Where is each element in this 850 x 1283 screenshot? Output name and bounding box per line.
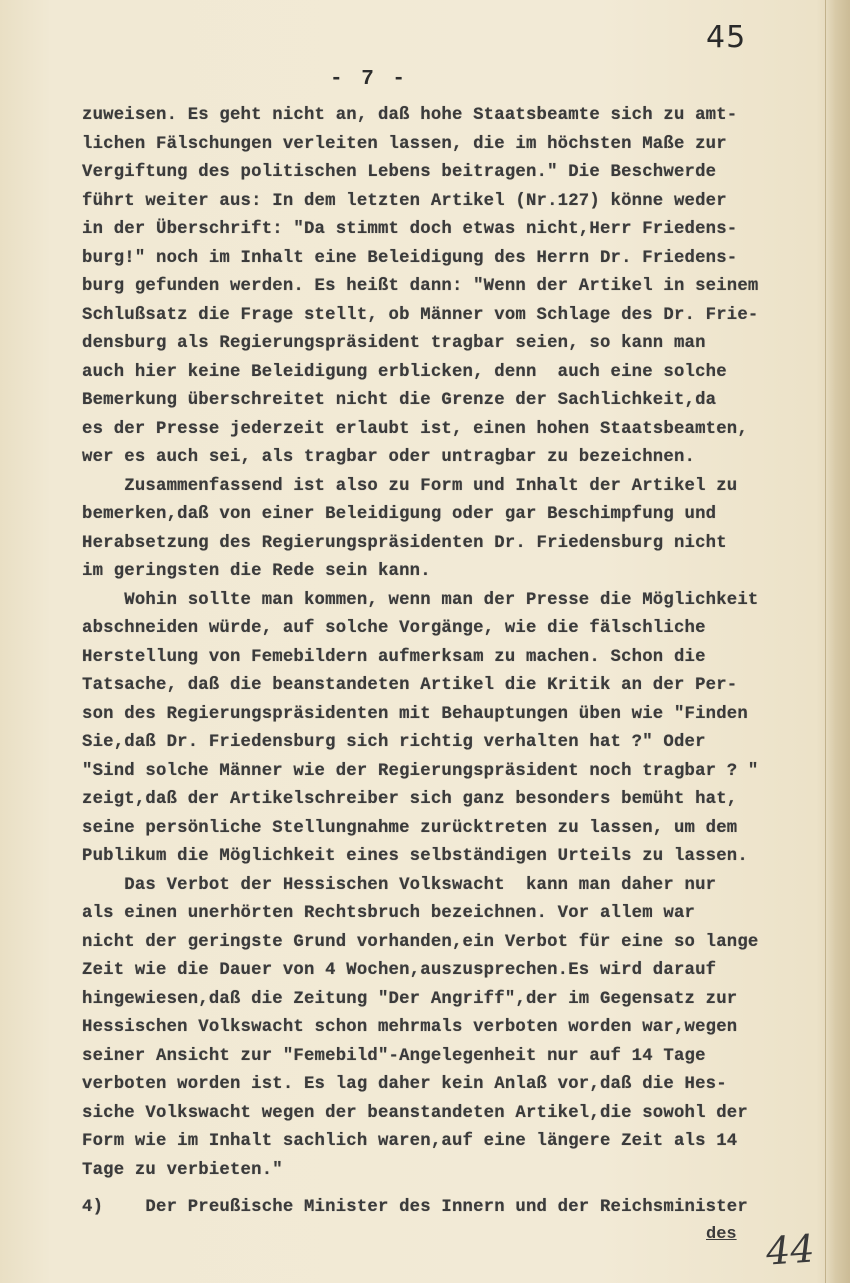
text-line: es der Presse jederzeit erlaubt ist, einen hohen Staatsbeamten, xyxy=(82,419,748,439)
text-line: Sie,daß Dr. Friedensburg sich richtig verhalten hat ?" Oder xyxy=(82,733,706,752)
catchword: des xyxy=(706,1225,737,1244)
text-line: seiner Ansicht zur "Femebild"-Angelegenheit nur auf 14 Tage xyxy=(82,1046,706,1066)
typewritten-body xyxy=(82,102,830,1185)
text-line: in der Überschrift: "Da stimmt doch etwas nicht,Herr Friedens- xyxy=(82,220,738,239)
text-line: son des Regierungspräsidenten mit Behauptungen üben wie "Finden xyxy=(82,704,748,724)
text-line: nicht der geringste Grund vorhanden,ein Verbot für eine so lange xyxy=(82,932,759,952)
text-line: seine persönliche Stellungnahme zurücktreten zu lassen, um dem xyxy=(82,818,738,838)
text-line: Tage zu verbieten." xyxy=(82,1160,283,1180)
text-line: Vergiftung des politischen Lebens beitragen." Die Beschwerde xyxy=(82,163,717,182)
text-line: auch hier keine Beleidigung erblicken, denn auch eine solche xyxy=(82,362,727,382)
text-line: Herabsetzung des Regierungspräsidenten Dr. Friedensburg nicht xyxy=(82,533,727,553)
text-line: verboten worden ist. Es lag daher kein Anlaß vor,daß die Hes- xyxy=(82,1075,727,1094)
text-line: Form wie im Inhalt sachlich waren,auf eine längere Zeit als 14 xyxy=(82,1132,738,1151)
text-line: Bemerkung überschreitet nicht die Grenze der Sachlichkeit,da xyxy=(82,391,717,410)
text-line: hingewiesen,daß die Zeitung "Der Angriff",der im Gegensatz zur xyxy=(82,989,738,1009)
text-line: Tatsache, daß die beanstandeten Artikel die Kritik an der Per- xyxy=(82,676,738,695)
text-line: "Sind solche Männer wie der Regierungspräsident noch tragbar ? " xyxy=(82,761,759,781)
text-line: zuweisen. Es geht nicht an, daß hohe Staatsbeamte sich zu amt- xyxy=(82,106,738,125)
folio-number-top: 45 xyxy=(706,20,747,55)
text-line: Schlußsatz die Frage stellt, ob Männer vom Schlage des Dr. Frie- xyxy=(82,305,759,325)
text-line: Hessischen Volkswacht schon mehrmals verboten worden war,wegen xyxy=(82,1018,738,1037)
folio-number-handwritten: 44 xyxy=(764,1226,816,1274)
text-line: burg gefunden werden. Es heißt dann: "Wenn der Artikel in seinem xyxy=(82,277,759,296)
text-line: als einen unerhörten Rechtsbruch bezeichnen. Vor allem war xyxy=(82,904,696,923)
text-line: siche Volkswacht wegen der beanstandeten Artikel,die sowohl der xyxy=(82,1103,748,1123)
text-line: burg!" noch im Inhalt eine Beleidigung des Herrn Dr. Friedens- xyxy=(82,248,738,268)
text-line: Publikum die Möglichkeit eines selbständigen Urteils zu lassen. xyxy=(82,847,748,866)
text-line: Zusammenfassend ist also zu Form und Inhalt der Artikel zu xyxy=(82,476,738,496)
text-line: im geringsten die Rede sein kann. xyxy=(82,562,431,581)
text-line: wer es auch sei, als tragbar oder untragbar zu bezeichnen. xyxy=(82,448,696,467)
text-line: zeigt,daß der Artikelschreiber sich ganz besonders bemüht hat, xyxy=(82,790,738,809)
text-line: führt weiter aus: In dem letzten Artikel (Nr.127) könne weder xyxy=(82,191,727,211)
text-line: Das Verbot der Hessischen Volkswacht kann man daher nur xyxy=(82,875,717,895)
text-line: abschneiden würde, auf solche Vorgänge, wie die fälschliche xyxy=(82,619,706,638)
text-line: bemerken,daß von einer Beleidigung oder gar Beschimpfung und xyxy=(82,505,717,524)
text-line: Zeit wie die Dauer von 4 Wochen,auszusprechen.Es wird darauf xyxy=(82,961,717,980)
text-line: Herstellung von Femebildern aufmerksam zu machen. Schon die xyxy=(82,647,706,667)
numbered-paragraph xyxy=(82,1194,830,1223)
text-line: lichen Fälschungen verleiten lassen, die im höchsten Maße zur xyxy=(82,134,727,154)
list-item-4: 4) Der Preußische Minister des Innern und der Reichsminister xyxy=(82,1198,748,1217)
page-number: - 7 - xyxy=(330,68,409,91)
text-line: Wohin sollte man kommen, wenn man der Presse die Möglichkeit xyxy=(82,590,759,610)
text-line: densburg als Regierungspräsident tragbar seien, so kann man xyxy=(82,334,706,353)
